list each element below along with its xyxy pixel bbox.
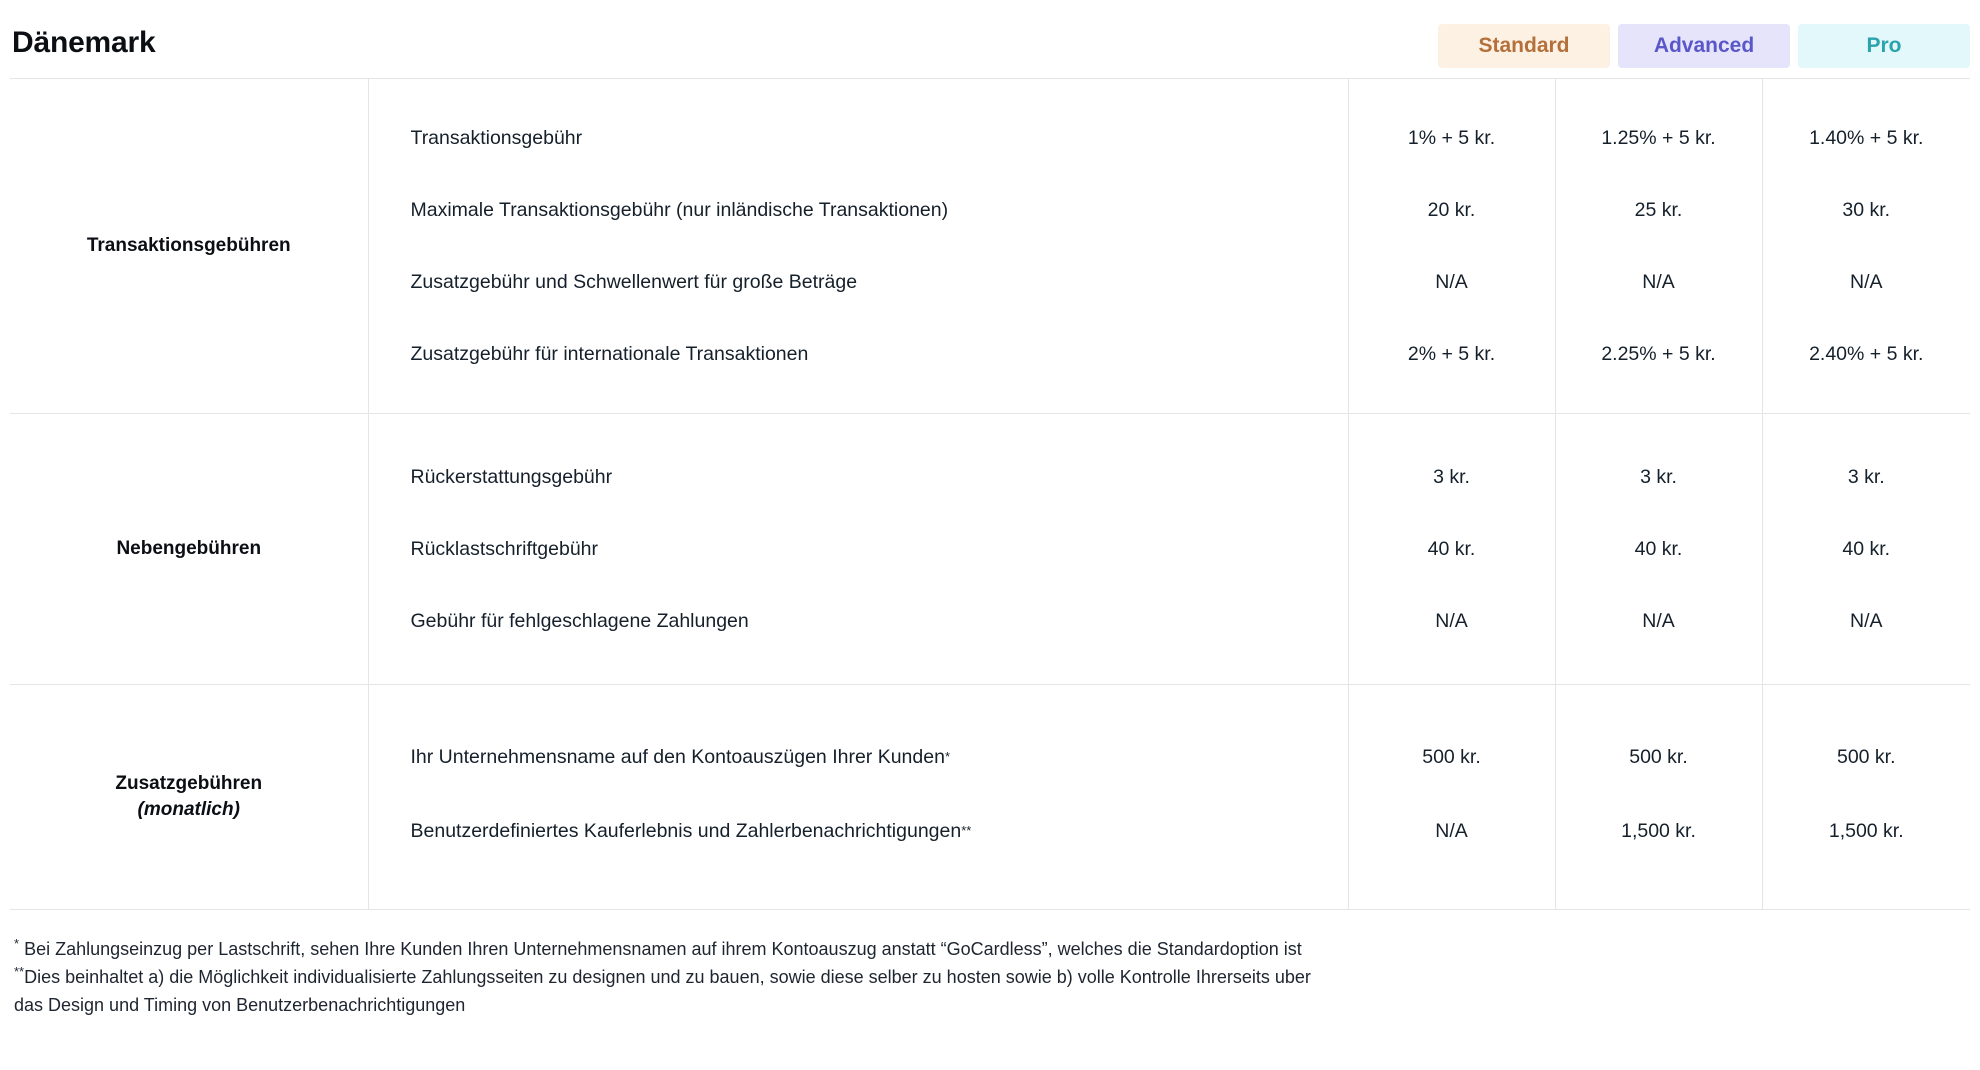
footnote-item (14, 936, 1970, 964)
fee-label (411, 246, 1348, 318)
price-value: N/A (1435, 609, 1468, 632)
plan-tabs (1430, 24, 1970, 78)
plan-tab-pro[interactable] (1798, 24, 1970, 68)
price-cell-pro (1762, 685, 1970, 910)
footnotes (10, 936, 1970, 1020)
price-value: 1% + 5 kr. (1407, 126, 1496, 149)
price-value: 40 kr. (1842, 537, 1891, 560)
footnote-item-continued (14, 992, 1970, 1020)
price-value: 40 kr. (1634, 537, 1683, 560)
price-value: 2.40% + 5 kr. (1809, 342, 1924, 365)
price-value: 1,500 kr. (1621, 819, 1696, 842)
price-value: 2.25% + 5 kr. (1601, 342, 1716, 365)
fee-label-text: Gebühr für fehlgeschlagene Zahlungen (410, 609, 749, 632)
price-value: N/A (1435, 819, 1468, 842)
price-cell-pro (1762, 79, 1970, 414)
footnote-text: das Design und Timing von Benutzerbenachrichtigungen (14, 994, 466, 1015)
price-cell-pro (1762, 414, 1970, 685)
price-cell-advanced (1555, 79, 1762, 414)
price-value: 20 kr. (1427, 198, 1476, 221)
price-value: 25 kr. (1634, 198, 1683, 221)
table-row (10, 414, 1970, 685)
section-group-label: Zusatzgebühren (115, 773, 263, 795)
price-cell-advanced (1555, 685, 1762, 910)
fee-label (411, 102, 1348, 174)
price-value: 30 kr. (1842, 198, 1891, 221)
plan-tab-advanced-label: Advanced (1653, 34, 1755, 57)
footnote-marker: ** (14, 963, 25, 979)
section-labels-nebengebuehren (368, 414, 1348, 685)
fee-label-text: Rückerstattungsgebühr (410, 465, 613, 488)
fee-label-text: Maximale Transaktionsgebühr (nur inländische Transaktionen) (410, 198, 949, 221)
price-value: N/A (1642, 270, 1675, 293)
price-value: 3 kr. (1847, 465, 1885, 488)
fee-label-text: Rücklastschriftgebühr (410, 537, 598, 560)
section-group-note: (monatlich) (137, 799, 240, 820)
plan-tab-standard[interactable] (1438, 24, 1610, 68)
section-labels-transaktionsgebuehren (368, 79, 1348, 414)
page-header (10, 0, 1970, 78)
fee-label (411, 174, 1348, 246)
footnote-text: Dies beinhaltet a) die Möglichkeit individualisierte Zahlungsseiten zu designen und zu bauen, sowie diese selber zu hosten sowie b) volle Kontrolle Ihrerseits uber (24, 966, 1311, 987)
price-cell-standard (1348, 685, 1555, 910)
fee-label-text: Transaktionsgebühr (410, 126, 583, 149)
price-value: 1.40% + 5 kr. (1809, 126, 1924, 149)
price-value: 1,500 kr. (1828, 819, 1904, 842)
section-group-label: Nebengebühren (116, 538, 262, 560)
price-value: 40 kr. (1427, 537, 1476, 560)
fee-label (411, 585, 1348, 657)
price-value: 500 kr. (1629, 745, 1688, 768)
price-cell-advanced (1555, 414, 1762, 685)
fees-table (10, 78, 1970, 910)
price-cell-standard (1348, 79, 1555, 414)
price-value: N/A (1849, 609, 1883, 632)
price-value: 2% + 5 kr. (1407, 342, 1496, 365)
price-value: 500 kr. (1836, 745, 1896, 768)
price-value: N/A (1435, 270, 1468, 293)
fee-label (411, 513, 1348, 585)
fee-label: Benutzerdefiniertes Kauferlebnis und Zahlerbenachrichtigungen ** (410, 819, 972, 842)
section-group-transaktionsgebuehren (10, 79, 368, 414)
plan-tab-advanced[interactable] (1618, 24, 1790, 68)
fee-label (411, 318, 1348, 390)
price-value: N/A (1642, 609, 1675, 632)
fee-label-text: Benutzerdefiniertes Kauferlebnis und Zahlerbenachrichtigungen (410, 819, 962, 842)
fee-label (411, 441, 1348, 513)
footnote-text: Bei Zahlungseinzug per Lastschrift, sehen Ihre Kunden Ihren Unternehmensnamen auf ihrem Kontoauszug anstatt “GoCardless”, welches die Standardoption ist (19, 939, 1302, 959)
fee-label-text: Zusatzgebühr für internationale Transaktionen (410, 342, 809, 365)
plan-tab-pro-label: Pro (1866, 34, 1902, 57)
fee-label-text: Ihr Unternehmensname auf den Kontoauszügen Ihrer Kunden (410, 745, 945, 768)
table-row (10, 685, 1970, 910)
footnote-item (14, 964, 1970, 992)
price-value: 1.25% + 5 kr. (1601, 126, 1716, 149)
price-cell-standard (1348, 414, 1555, 685)
plan-tab-standard-label: Standard (1478, 34, 1570, 57)
footnote-marker: * (14, 936, 20, 951)
section-group-nebengebuehren (10, 414, 368, 685)
table-row (10, 79, 1970, 414)
price-value: N/A (1849, 270, 1883, 293)
section-group-zusatzgebuehren (10, 685, 368, 910)
price-value: 3 kr. (1433, 465, 1470, 488)
price-value: 500 kr. (1422, 745, 1481, 768)
page-title: Dänemark (12, 26, 156, 59)
fee-label: Ihr Unternehmensname auf den Kontoauszügen Ihrer Kunden * (410, 745, 951, 768)
section-labels-zusatzgebuehren (368, 685, 1348, 910)
section-group-label: Transaktionsgebühren (86, 235, 291, 257)
fee-label-text: Zusatzgebühr und Schwellenwert für große Beträge (410, 270, 858, 293)
price-value: 3 kr. (1640, 465, 1677, 488)
